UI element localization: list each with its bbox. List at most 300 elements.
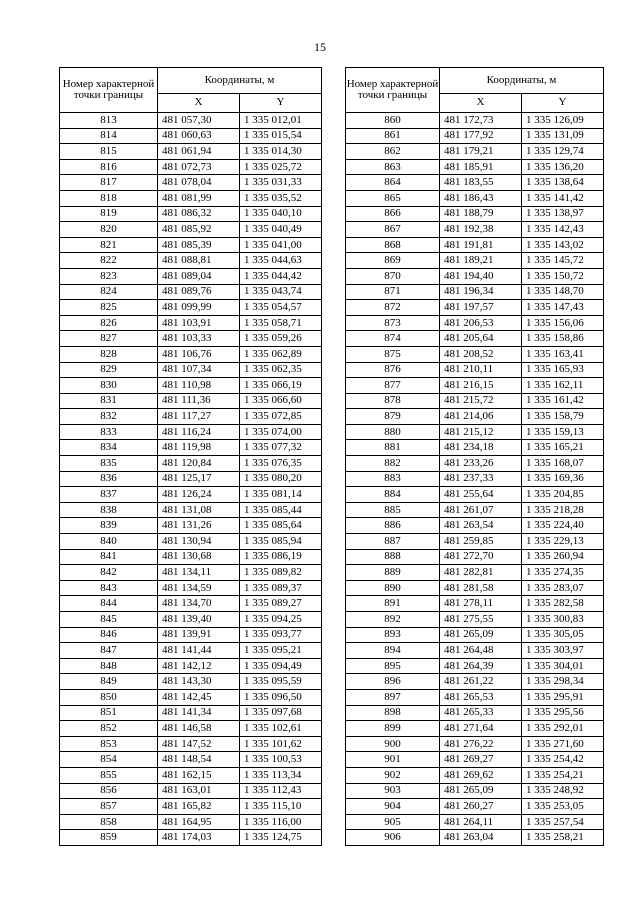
x-coordinate-cell: 481 261,07 xyxy=(440,502,522,518)
x-coordinate-cell: 481 271,64 xyxy=(440,721,522,737)
x-coordinate-cell: 481 265,53 xyxy=(440,689,522,705)
table-row xyxy=(60,175,322,191)
y-coordinate-cell: 1 335 260,94 xyxy=(522,549,604,565)
x-coordinate-cell: 481 216,15 xyxy=(440,378,522,394)
x-coordinate-cell: 481 263,04 xyxy=(440,830,522,846)
point-number-cell: 845 xyxy=(60,612,158,628)
x-coordinate-cell: 481 081,99 xyxy=(158,190,240,206)
point-number-cell: 857 xyxy=(60,799,158,815)
table-row xyxy=(346,159,604,175)
y-coordinate-cell: 1 335 254,21 xyxy=(522,767,604,783)
y-coordinate-cell: 1 335 062,35 xyxy=(240,362,322,378)
y-coordinate-cell: 1 335 102,61 xyxy=(240,721,322,737)
table-row xyxy=(60,144,322,160)
x-coordinate-cell: 481 134,59 xyxy=(158,580,240,596)
x-coordinate-cell: 481 078,04 xyxy=(158,175,240,191)
y-coordinate-cell: 1 335 086,19 xyxy=(240,549,322,565)
table-row xyxy=(60,113,322,129)
point-number-cell: 893 xyxy=(346,627,440,643)
point-number-cell: 844 xyxy=(60,596,158,612)
x-coordinate-cell: 481 172,73 xyxy=(440,113,522,129)
table-row xyxy=(346,284,604,300)
point-number-cell: 821 xyxy=(60,237,158,253)
x-coordinate-cell: 481 139,40 xyxy=(158,612,240,628)
table-row xyxy=(346,518,604,534)
x-coordinate-cell: 481 269,27 xyxy=(440,752,522,768)
table-row xyxy=(346,331,604,347)
y-coordinate-cell: 1 335 085,64 xyxy=(240,518,322,534)
table-row xyxy=(346,471,604,487)
x-coordinate-cell: 481 265,33 xyxy=(440,705,522,721)
y-coordinate-cell: 1 335 282,58 xyxy=(522,596,604,612)
x-coordinate-cell: 481 119,98 xyxy=(158,440,240,456)
point-number-cell: 891 xyxy=(346,596,440,612)
y-coordinate-cell: 1 335 150,72 xyxy=(522,268,604,284)
x-coordinate-cell: 481 125,17 xyxy=(158,471,240,487)
table-row xyxy=(346,767,604,783)
y-coordinate-cell: 1 335 169,36 xyxy=(522,471,604,487)
table-row xyxy=(60,331,322,347)
point-number-cell: 880 xyxy=(346,424,440,440)
x-coordinate-cell: 481 142,12 xyxy=(158,658,240,674)
point-number-cell: 853 xyxy=(60,736,158,752)
y-coordinate-cell: 1 335 126,09 xyxy=(522,113,604,129)
x-coordinate-cell: 481 210,11 xyxy=(440,362,522,378)
point-number-cell: 902 xyxy=(346,767,440,783)
table-row xyxy=(346,222,604,238)
table-row xyxy=(60,783,322,799)
x-coordinate-cell: 481 117,27 xyxy=(158,409,240,425)
point-number-cell: 869 xyxy=(346,253,440,269)
point-number-cell: 871 xyxy=(346,284,440,300)
table-row xyxy=(346,393,604,409)
point-number-cell: 870 xyxy=(346,268,440,284)
x-coordinate-cell: 481 186,43 xyxy=(440,190,522,206)
table-row xyxy=(346,799,604,815)
x-coordinate-cell: 481 264,39 xyxy=(440,658,522,674)
table-row xyxy=(346,175,604,191)
table-row xyxy=(346,658,604,674)
y-coordinate-cell: 1 335 163,41 xyxy=(522,346,604,362)
y-coordinate-cell: 1 335 076,35 xyxy=(240,456,322,472)
y-coordinate-cell: 1 335 112,43 xyxy=(240,783,322,799)
x-coordinate-cell: 481 194,40 xyxy=(440,268,522,284)
x-coordinate-cell: 481 234,18 xyxy=(440,440,522,456)
x-coordinate-cell: 481 264,11 xyxy=(440,814,522,830)
y-coordinate-cell: 1 335 081,14 xyxy=(240,487,322,503)
y-coordinate-cell: 1 335 148,70 xyxy=(522,284,604,300)
x-coordinate-cell: 481 191,81 xyxy=(440,237,522,253)
y-coordinate-cell: 1 335 161,42 xyxy=(522,393,604,409)
x-coordinate-cell: 481 215,72 xyxy=(440,393,522,409)
point-number-cell: 842 xyxy=(60,565,158,581)
y-coordinate-cell: 1 335 305,05 xyxy=(522,627,604,643)
x-coordinate-cell: 481 130,68 xyxy=(158,549,240,565)
point-number-cell: 839 xyxy=(60,518,158,534)
y-coordinate-cell: 1 335 248,92 xyxy=(522,783,604,799)
y-coordinate-cell: 1 335 095,21 xyxy=(240,643,322,659)
point-number-cell: 898 xyxy=(346,705,440,721)
y-coordinate-cell: 1 335 085,94 xyxy=(240,534,322,550)
x-coordinate-cell: 481 278,11 xyxy=(440,596,522,612)
x-coordinate-cell: 481 177,92 xyxy=(440,128,522,144)
table-row xyxy=(60,206,322,222)
y-coordinate-cell: 1 335 138,64 xyxy=(522,175,604,191)
y-coordinate-cell: 1 335 058,71 xyxy=(240,315,322,331)
point-number-cell: 879 xyxy=(346,409,440,425)
y-coordinate-cell: 1 335 162,11 xyxy=(522,378,604,394)
y-coordinate-cell: 1 335 080,20 xyxy=(240,471,322,487)
x-coordinate-cell: 481 205,64 xyxy=(440,331,522,347)
y-coordinate-cell: 1 335 141,42 xyxy=(522,190,604,206)
point-number-cell: 883 xyxy=(346,471,440,487)
table-row xyxy=(346,612,604,628)
point-number-cell: 897 xyxy=(346,689,440,705)
point-number-cell: 865 xyxy=(346,190,440,206)
point-number-cell: 836 xyxy=(60,471,158,487)
table-row xyxy=(346,206,604,222)
x-coordinate-cell: 481 099,99 xyxy=(158,300,240,316)
x-coordinate-cell: 481 089,04 xyxy=(158,268,240,284)
point-number-cell: 834 xyxy=(60,440,158,456)
y-coordinate-cell: 1 335 031,33 xyxy=(240,175,322,191)
table-row xyxy=(60,346,322,362)
x-coordinate-cell: 481 174,03 xyxy=(158,830,240,846)
table-row xyxy=(346,128,604,144)
point-number-cell: 890 xyxy=(346,580,440,596)
table-row xyxy=(60,362,322,378)
header-point-number: Номер характерной точки границы xyxy=(346,68,440,113)
table-row xyxy=(346,596,604,612)
x-coordinate-cell: 481 260,27 xyxy=(440,799,522,815)
x-coordinate-cell: 481 086,32 xyxy=(158,206,240,222)
x-coordinate-cell: 481 265,09 xyxy=(440,627,522,643)
table-row xyxy=(60,237,322,253)
table-row xyxy=(60,253,322,269)
x-coordinate-cell: 481 264,48 xyxy=(440,643,522,659)
x-coordinate-cell: 481 088,81 xyxy=(158,253,240,269)
y-coordinate-cell: 1 335 077,32 xyxy=(240,440,322,456)
x-coordinate-cell: 481 215,12 xyxy=(440,424,522,440)
table-row xyxy=(346,549,604,565)
point-number-cell: 882 xyxy=(346,456,440,472)
point-number-cell: 829 xyxy=(60,362,158,378)
y-coordinate-cell: 1 335 100,53 xyxy=(240,752,322,768)
x-coordinate-cell: 481 237,33 xyxy=(440,471,522,487)
point-number-cell: 817 xyxy=(60,175,158,191)
header-x: X xyxy=(440,94,522,113)
y-coordinate-cell: 1 335 085,44 xyxy=(240,502,322,518)
table-row xyxy=(60,643,322,659)
table-row xyxy=(346,643,604,659)
table-row xyxy=(346,721,604,737)
y-coordinate-cell: 1 335 040,10 xyxy=(240,206,322,222)
x-coordinate-cell: 481 272,70 xyxy=(440,549,522,565)
point-number-cell: 875 xyxy=(346,346,440,362)
y-coordinate-cell: 1 335 147,43 xyxy=(522,300,604,316)
point-number-cell: 823 xyxy=(60,268,158,284)
x-coordinate-cell: 481 142,45 xyxy=(158,689,240,705)
header-x: X xyxy=(158,94,240,113)
table-row xyxy=(60,534,322,550)
table-row xyxy=(60,315,322,331)
y-coordinate-cell: 1 335 292,01 xyxy=(522,721,604,737)
point-number-cell: 885 xyxy=(346,502,440,518)
y-coordinate-cell: 1 335 040,49 xyxy=(240,222,322,238)
y-coordinate-cell: 1 335 254,42 xyxy=(522,752,604,768)
point-number-cell: 831 xyxy=(60,393,158,409)
point-number-cell: 860 xyxy=(346,113,440,129)
table-row xyxy=(60,705,322,721)
x-coordinate-cell: 481 147,52 xyxy=(158,736,240,752)
y-coordinate-cell: 1 335 115,10 xyxy=(240,799,322,815)
table-row xyxy=(346,534,604,550)
point-number-cell: 850 xyxy=(60,689,158,705)
point-number-cell: 881 xyxy=(346,440,440,456)
x-coordinate-cell: 481 196,34 xyxy=(440,284,522,300)
table-row xyxy=(60,580,322,596)
table-row xyxy=(346,627,604,643)
point-number-cell: 846 xyxy=(60,627,158,643)
x-coordinate-cell: 481 269,62 xyxy=(440,767,522,783)
table-row xyxy=(346,424,604,440)
table-row xyxy=(60,658,322,674)
table-row xyxy=(346,190,604,206)
table-row xyxy=(60,128,322,144)
point-number-cell: 873 xyxy=(346,315,440,331)
y-coordinate-cell: 1 335 095,59 xyxy=(240,674,322,690)
x-coordinate-cell: 481 255,64 xyxy=(440,487,522,503)
coordinates-table-left xyxy=(59,67,322,846)
y-coordinate-cell: 1 335 274,35 xyxy=(522,565,604,581)
y-coordinate-cell: 1 335 138,97 xyxy=(522,206,604,222)
point-number-cell: 849 xyxy=(60,674,158,690)
table-row xyxy=(60,830,322,846)
point-number-cell: 858 xyxy=(60,814,158,830)
x-coordinate-cell: 481 134,70 xyxy=(158,596,240,612)
table-row xyxy=(60,799,322,815)
x-coordinate-cell: 481 185,91 xyxy=(440,159,522,175)
table-row xyxy=(346,830,604,846)
y-coordinate-cell: 1 335 143,02 xyxy=(522,237,604,253)
point-number-cell: 878 xyxy=(346,393,440,409)
table-row xyxy=(346,705,604,721)
y-coordinate-cell: 1 335 159,13 xyxy=(522,424,604,440)
point-number-cell: 864 xyxy=(346,175,440,191)
x-coordinate-cell: 481 139,91 xyxy=(158,627,240,643)
x-coordinate-cell: 481 131,08 xyxy=(158,502,240,518)
y-coordinate-cell: 1 335 165,21 xyxy=(522,440,604,456)
point-number-cell: 814 xyxy=(60,128,158,144)
point-number-cell: 832 xyxy=(60,409,158,425)
y-coordinate-cell: 1 335 089,27 xyxy=(240,596,322,612)
y-coordinate-cell: 1 335 257,54 xyxy=(522,814,604,830)
page-number: 15 xyxy=(314,40,326,54)
x-coordinate-cell: 481 261,22 xyxy=(440,674,522,690)
point-number-cell: 840 xyxy=(60,534,158,550)
table-row xyxy=(60,222,322,238)
point-number-cell: 894 xyxy=(346,643,440,659)
y-coordinate-cell: 1 335 295,91 xyxy=(522,689,604,705)
x-coordinate-cell: 481 259,85 xyxy=(440,534,522,550)
x-coordinate-cell: 481 106,76 xyxy=(158,346,240,362)
table-body-left xyxy=(60,113,322,846)
y-coordinate-cell: 1 335 129,74 xyxy=(522,144,604,160)
x-coordinate-cell: 481 141,34 xyxy=(158,705,240,721)
header-point-number: Номер характерной точки границы xyxy=(60,68,158,113)
table-row xyxy=(346,144,604,160)
y-coordinate-cell: 1 335 094,49 xyxy=(240,658,322,674)
point-number-cell: 861 xyxy=(346,128,440,144)
point-number-cell: 866 xyxy=(346,206,440,222)
point-number-cell: 862 xyxy=(346,144,440,160)
y-coordinate-cell: 1 335 271,60 xyxy=(522,736,604,752)
y-coordinate-cell: 1 335 165,93 xyxy=(522,362,604,378)
point-number-cell: 848 xyxy=(60,658,158,674)
y-coordinate-cell: 1 335 145,72 xyxy=(522,253,604,269)
x-coordinate-cell: 481 134,11 xyxy=(158,565,240,581)
table-row xyxy=(346,113,604,129)
table-row xyxy=(346,580,604,596)
y-coordinate-cell: 1 335 043,74 xyxy=(240,284,322,300)
x-coordinate-cell: 481 148,54 xyxy=(158,752,240,768)
table-row xyxy=(60,284,322,300)
point-number-cell: 872 xyxy=(346,300,440,316)
table-row xyxy=(60,518,322,534)
y-coordinate-cell: 1 335 113,34 xyxy=(240,767,322,783)
point-number-cell: 819 xyxy=(60,206,158,222)
y-coordinate-cell: 1 335 124,75 xyxy=(240,830,322,846)
table-row xyxy=(60,674,322,690)
point-number-cell: 824 xyxy=(60,284,158,300)
table-row xyxy=(346,346,604,362)
point-number-cell: 854 xyxy=(60,752,158,768)
y-coordinate-cell: 1 335 025,72 xyxy=(240,159,322,175)
point-number-cell: 816 xyxy=(60,159,158,175)
point-number-cell: 818 xyxy=(60,190,158,206)
table-row xyxy=(60,300,322,316)
y-coordinate-cell: 1 335 116,00 xyxy=(240,814,322,830)
point-number-cell: 855 xyxy=(60,767,158,783)
point-number-cell: 876 xyxy=(346,362,440,378)
x-coordinate-cell: 481 282,81 xyxy=(440,565,522,581)
y-coordinate-cell: 1 335 224,40 xyxy=(522,518,604,534)
point-number-cell: 825 xyxy=(60,300,158,316)
y-coordinate-cell: 1 335 136,20 xyxy=(522,159,604,175)
point-number-cell: 859 xyxy=(60,830,158,846)
x-coordinate-cell: 481 183,55 xyxy=(440,175,522,191)
point-number-cell: 830 xyxy=(60,378,158,394)
y-coordinate-cell: 1 335 258,21 xyxy=(522,830,604,846)
y-coordinate-cell: 1 335 097,68 xyxy=(240,705,322,721)
y-coordinate-cell: 1 335 218,28 xyxy=(522,502,604,518)
table-row xyxy=(60,689,322,705)
x-coordinate-cell: 481 146,58 xyxy=(158,721,240,737)
table-row xyxy=(346,752,604,768)
table-row xyxy=(346,456,604,472)
table-row xyxy=(60,393,322,409)
table-body-right xyxy=(346,113,604,846)
point-number-cell: 828 xyxy=(60,346,158,362)
x-coordinate-cell: 481 206,53 xyxy=(440,315,522,331)
x-coordinate-cell: 481 188,79 xyxy=(440,206,522,222)
table-row xyxy=(60,424,322,440)
point-number-cell: 906 xyxy=(346,830,440,846)
table-row xyxy=(60,440,322,456)
y-coordinate-cell: 1 335 304,01 xyxy=(522,658,604,674)
header-y: Y xyxy=(240,94,322,113)
y-coordinate-cell: 1 335 094,25 xyxy=(240,612,322,628)
point-number-cell: 900 xyxy=(346,736,440,752)
point-number-cell: 904 xyxy=(346,799,440,815)
x-coordinate-cell: 481 120,84 xyxy=(158,456,240,472)
point-number-cell: 822 xyxy=(60,253,158,269)
table-row xyxy=(346,736,604,752)
point-number-cell: 884 xyxy=(346,487,440,503)
x-coordinate-cell: 481 116,24 xyxy=(158,424,240,440)
point-number-cell: 852 xyxy=(60,721,158,737)
point-number-cell: 813 xyxy=(60,113,158,129)
x-coordinate-cell: 481 130,94 xyxy=(158,534,240,550)
y-coordinate-cell: 1 335 283,07 xyxy=(522,580,604,596)
point-number-cell: 899 xyxy=(346,721,440,737)
x-coordinate-cell: 481 126,24 xyxy=(158,487,240,503)
x-coordinate-cell: 481 089,76 xyxy=(158,284,240,300)
header-coordinates: Координаты, м xyxy=(158,68,322,94)
y-coordinate-cell: 1 335 054,57 xyxy=(240,300,322,316)
y-coordinate-cell: 1 335 044,63 xyxy=(240,253,322,269)
point-number-cell: 867 xyxy=(346,222,440,238)
point-number-cell: 863 xyxy=(346,159,440,175)
y-coordinate-cell: 1 335 229,13 xyxy=(522,534,604,550)
x-coordinate-cell: 481 107,34 xyxy=(158,362,240,378)
y-coordinate-cell: 1 335 074,00 xyxy=(240,424,322,440)
point-number-cell: 877 xyxy=(346,378,440,394)
table-row xyxy=(60,487,322,503)
table-row xyxy=(60,549,322,565)
x-coordinate-cell: 481 197,57 xyxy=(440,300,522,316)
y-coordinate-cell: 1 335 041,00 xyxy=(240,237,322,253)
y-coordinate-cell: 1 335 253,05 xyxy=(522,799,604,815)
table-row xyxy=(346,362,604,378)
x-coordinate-cell: 481 263,54 xyxy=(440,518,522,534)
point-number-cell: 886 xyxy=(346,518,440,534)
y-coordinate-cell: 1 335 168,07 xyxy=(522,456,604,472)
table-row xyxy=(346,237,604,253)
y-coordinate-cell: 1 335 158,86 xyxy=(522,331,604,347)
header-y: Y xyxy=(522,94,604,113)
x-coordinate-cell: 481 060,63 xyxy=(158,128,240,144)
y-coordinate-cell: 1 335 158,79 xyxy=(522,409,604,425)
table-row xyxy=(60,268,322,284)
table-row xyxy=(60,612,322,628)
y-coordinate-cell: 1 335 093,77 xyxy=(240,627,322,643)
point-number-cell: 847 xyxy=(60,643,158,659)
table-row xyxy=(60,627,322,643)
header-coordinates: Координаты, м xyxy=(440,68,604,94)
y-coordinate-cell: 1 335 035,52 xyxy=(240,190,322,206)
point-number-cell: 856 xyxy=(60,783,158,799)
y-coordinate-cell: 1 335 089,82 xyxy=(240,565,322,581)
x-coordinate-cell: 481 110,98 xyxy=(158,378,240,394)
point-number-cell: 892 xyxy=(346,612,440,628)
x-coordinate-cell: 481 061,94 xyxy=(158,144,240,160)
table-row xyxy=(60,471,322,487)
x-coordinate-cell: 481 163,01 xyxy=(158,783,240,799)
x-coordinate-cell: 481 085,92 xyxy=(158,222,240,238)
point-number-cell: 903 xyxy=(346,783,440,799)
point-number-cell: 889 xyxy=(346,565,440,581)
